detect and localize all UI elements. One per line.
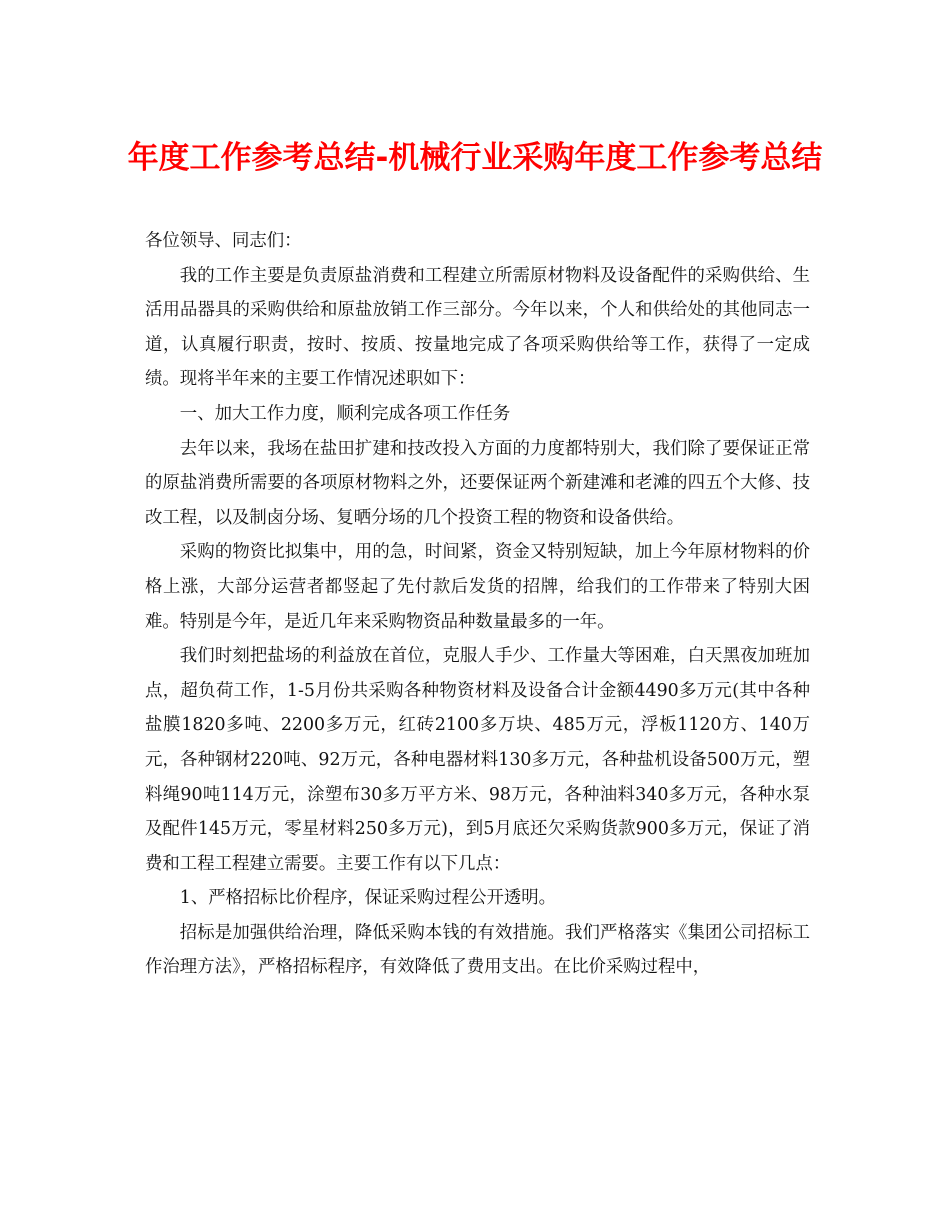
paragraph-bidding: 招标是加强供给治理，降低采购本钱的有效措施。我们严格落实《集团公司招标工作治理方法》，严格招标程序，有效降低了费用支出。在比价采购过程中， [145, 922, 810, 978]
document-title: 年度工作参考总结-机械行业采购年度工作参考总结 [127, 140, 823, 176]
document-body [145, 224, 810, 985]
salutation: 各位领导、同志们： [145, 231, 302, 251]
paragraph-procurement-figures: 我们时刻把盐场的利益放在首位，克服人手少、工作量大等困难，白天黑夜加班加点，超负荷工作，1-5月份共采购各种物资材料及设备合计金额4490多万元(其中各种盐膜1820多吨、2200多万元，红砖2100多万块、485万元，浮板1120方、140万元，各种钢材220吨、92万元，各种电器材料130多万元，各种盐机设备500万元，塑料绳90吨114万元，涂塑布30多万平方米、98万元，各种油料340多万元，各种水泵及配件145万元，零星材料250多万元)，到5月底还欠采购货款900多万元，保证了消费和工程工程建立需要。主要工作有以下几点： [145, 646, 810, 874]
paragraph-intro: 我的工作主要是负责原盐消费和工程建立所需原材物料及设备配件的采购供给、生活用品器具的采购供给和原盐放销工作三部分。今年以来，个人和供给处的其他同志一道，认真履行职责，按时、按质、按量地完成了各项采购供给等工作，获得了一定成绩。现将半年来的主要工作情况述职如下： [145, 265, 810, 390]
paragraph-difficulties: 采购的物资比拟集中，用的急，时间紧，资金又特别短缺，加上今年原材物料的价格上涨，大部分运营者都竖起了先付款后发货的招牌，给我们的工作带来了特别大困难。特别是今年，是近几年来采购物资品种数量最多的一年。 [145, 542, 810, 632]
section-heading-1: 一、加大工作力度，顺利完成各项工作任务 [179, 403, 511, 424]
paragraph-expansion: 去年以来，我场在盐田扩建和技改投入方面的力度都特别大，我们除了要保证正常的原盐消费所需要的各项原材物料之外，还要保证两个新建滩和老滩的四五个大修、技改工程，以及制卤分场、复晒分场的几个投资工程的物资和设备供给。 [145, 438, 810, 528]
subsection-heading-1: 1、严格招标比价程序，保证采购过程公开透明。 [179, 888, 557, 909]
